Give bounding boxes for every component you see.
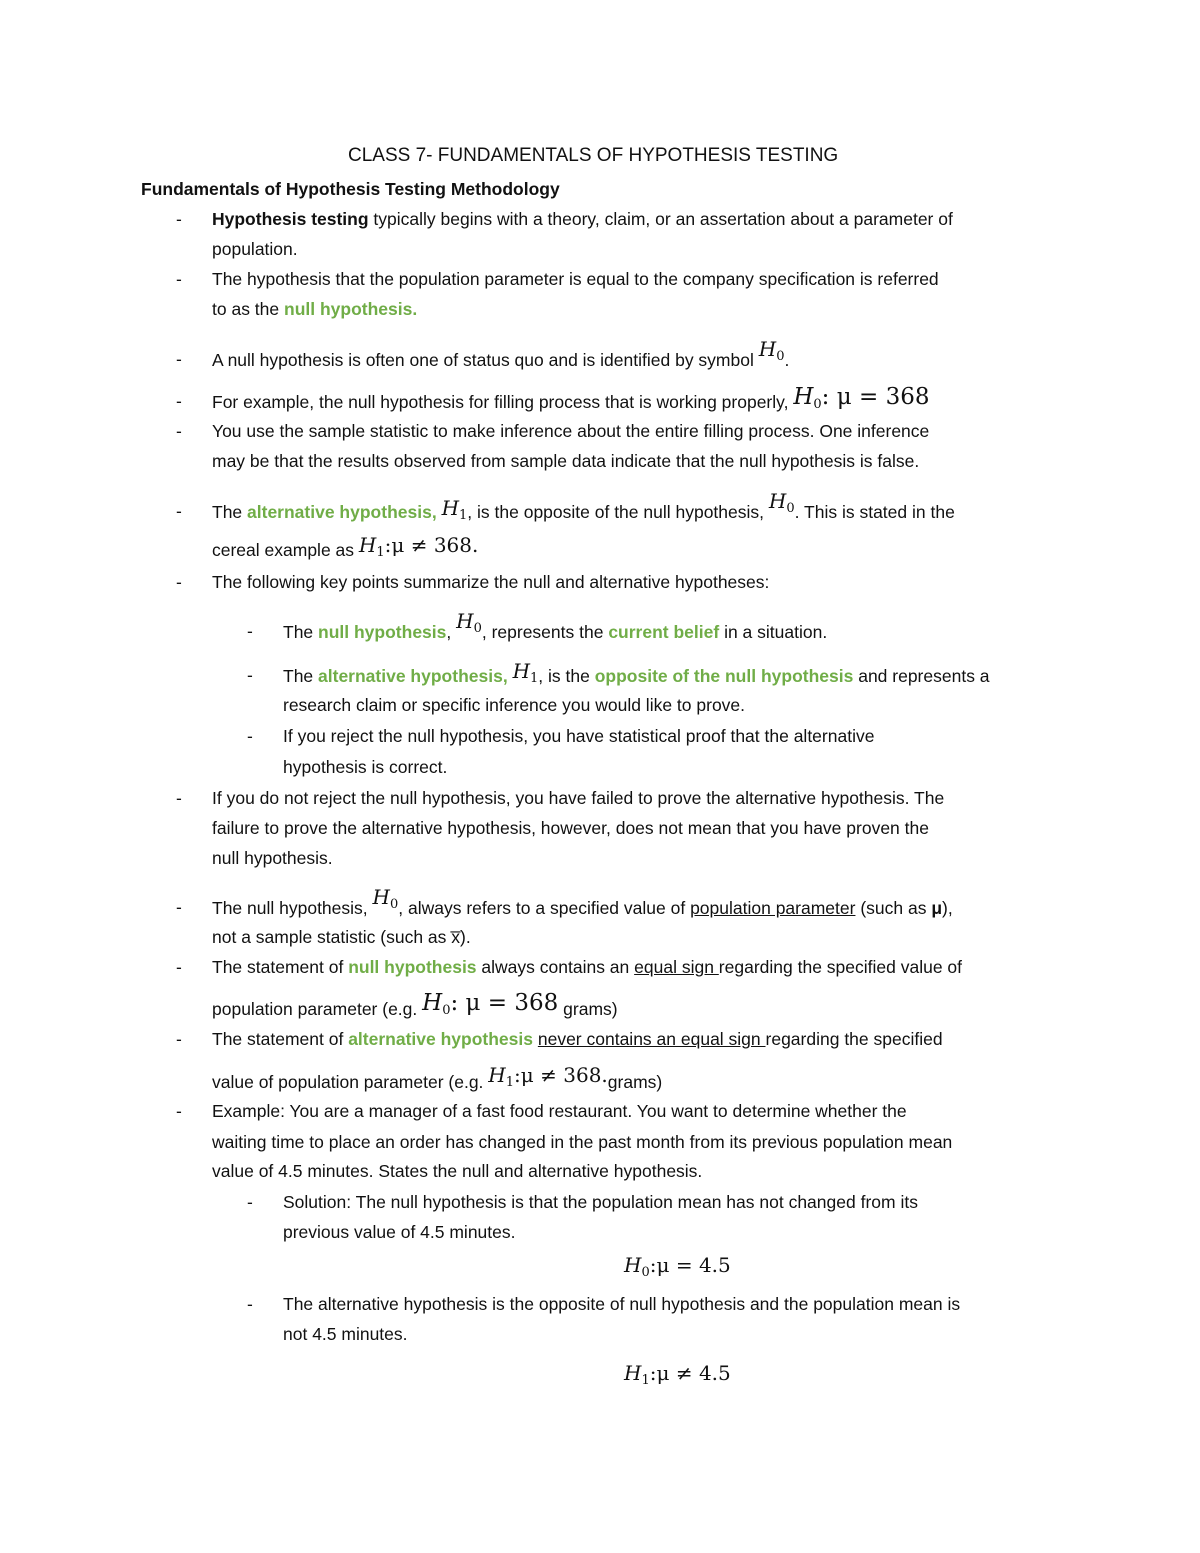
bullet-dash: - — [176, 349, 182, 369]
math-symbol: $H_0$ — [758, 337, 785, 364]
sub-bullet-dash: - — [247, 726, 253, 746]
bullet-dash: - — [176, 501, 182, 521]
bullet-4 — [212, 384, 930, 420]
sub-bullet-dash: - — [247, 665, 253, 685]
bullet-9: The null hypothesis, $H_0$, always refers to a specified value of population parameter (such as μ), — [212, 885, 953, 918]
math-symbol: $H_1$ — [512, 659, 539, 686]
bullet-10-cont: population parameter (e.g. $H_0$: μ = 368 grams) — [212, 990, 618, 1019]
math-equation: $H_0$: μ = 368 — [793, 384, 930, 412]
bullet-6-cont: cereal example as $H_1:\mu \ne 368$. — [212, 533, 479, 560]
sub-bullet-5: The alternative hypothesis is the opposite of null hypothesis and the population mean is — [283, 1294, 961, 1314]
equation-null: $H_0:\mu = 4.5$ — [624, 1253, 731, 1280]
equation-alternative: $H_1:\mu \ne 4.5$ — [624, 1361, 731, 1388]
bullet-5-cont: may be that the results observed from sample data indicate that the null hypothesis is false. — [212, 451, 920, 471]
bullet-12: Example: You are a manager of a fast food restaurant. You want to determine whether the — [212, 1101, 907, 1121]
bullet-3: A null hypothesis is often one of status quo and is identified by symbol $H_0$. — [212, 337, 790, 370]
math-equation: $H_1:\mu \ne 368$. — [358, 533, 479, 560]
sub-bullet-dash: - — [247, 1192, 253, 1212]
bullet-text: typically begins with a theory, claim, or an assertation about a parameter of — [368, 209, 953, 229]
sub-bullet-3-cont: hypothesis is correct. — [283, 757, 448, 777]
bullet-7: The following key points summarize the null and alternative hypotheses: — [212, 572, 770, 592]
bullet-dash: - — [176, 391, 182, 411]
sub-bullet-4-cont: previous value of 4.5 minutes. — [283, 1222, 516, 1242]
bullet-1 — [212, 208, 953, 230]
bullet-12-cont: value of 4.5 minutes. States the null and alternative hypothesis. — [212, 1161, 703, 1181]
text: A null hypothesis is often one of status quo and is identified by symbol — [212, 350, 759, 370]
bullet-6: The alternative hypothesis, $H_1$, is the opposite of the null hypothesis, $H_0$. This is stated in the — [212, 489, 955, 523]
math-symbol: $H_0$ — [768, 489, 795, 516]
bullet-12-cont: waiting time to place an order has changed in the past month from its previous population mean — [212, 1132, 953, 1152]
sub-bullet-4: Solution: The null hypothesis is that the population mean has not changed from its — [283, 1192, 918, 1212]
bullet-dash: - — [176, 421, 182, 441]
sub-bullet-2-cont: research claim or specific inference you would like to prove. — [283, 695, 746, 715]
sub-bullet-1: The null hypothesis, $H_0$, represents the current belief in a situation. — [283, 609, 828, 642]
sub-bullet-dash: - — [247, 1294, 253, 1314]
sub-bullet-2: The alternative hypothesis, $H_1$, is the opposite of the null hypothesis and represents a — [283, 659, 990, 686]
bullet-10: The statement of null hypothesis always contains an equal sign regarding the specified value of — [212, 957, 963, 977]
bullet-8-cont: failure to prove the alternative hypothesis, however, does not mean that you have proven the — [212, 818, 929, 838]
bullet-1-cont: population. — [212, 239, 298, 259]
math-equation: $H_1:\mu \ne 368$. — [488, 1063, 608, 1090]
math-equation: $H_0$: μ = 368 — [422, 990, 559, 1018]
bullet-2-cont — [212, 298, 417, 320]
bullet-dash: - — [176, 269, 182, 289]
bullet-dash: - — [176, 1101, 182, 1121]
green-term: alternative hypothesis, — [247, 502, 437, 522]
math-symbol: $H_0$ — [372, 885, 399, 912]
bullet-dash: - — [176, 788, 182, 808]
bullet-dash: - — [176, 897, 182, 917]
bullet-11-cont: value of population parameter (e.g. $H_1:\mu$ ≠ 368.grams) — [212, 1063, 663, 1092]
math-symbol: $H_1$ — [441, 496, 468, 523]
bullet-2: The hypothesis that the population parameter is equal to the company specification is referred — [212, 269, 939, 289]
sub-bullet-3: If you reject the null hypothesis, you have statistical proof that the alternative — [283, 726, 875, 746]
section-heading: Fundamentals of Hypothesis Testing Methodology — [141, 179, 560, 199]
green-term: null hypothesis. — [284, 299, 418, 319]
text: to as the — [212, 299, 284, 319]
bullet-8-cont: null hypothesis. — [212, 848, 333, 868]
math-symbol: $H_0$ — [456, 609, 482, 636]
bullet-dash: - — [176, 957, 182, 977]
bullet-9-cont: not a sample statistic (such as x̅). — [212, 927, 471, 947]
bullet-dash: - — [176, 572, 182, 592]
bullet-dash: - — [176, 209, 182, 229]
sub-bullet-5-cont: not 4.5 minutes. — [283, 1324, 408, 1344]
bold-term: Hypothesis testing — [212, 209, 369, 229]
page-title: CLASS 7- FUNDAMENTALS OF HYPOTHESIS TESTING — [348, 145, 839, 166]
bullet-dash: - — [176, 1029, 182, 1049]
sub-bullet-dash: - — [247, 621, 253, 641]
bullet-11: The statement of alternative hypothesis never contains an equal sign regarding the specified — [212, 1029, 943, 1049]
text: For example, the null hypothesis for filling process that is working properly, — [212, 392, 794, 412]
bullet-5: You use the sample statistic to make inference about the entire filling process. One inference — [212, 421, 930, 441]
bullet-8: If you do not reject the null hypothesis, you have failed to prove the alternative hypothesis. The — [212, 788, 945, 808]
